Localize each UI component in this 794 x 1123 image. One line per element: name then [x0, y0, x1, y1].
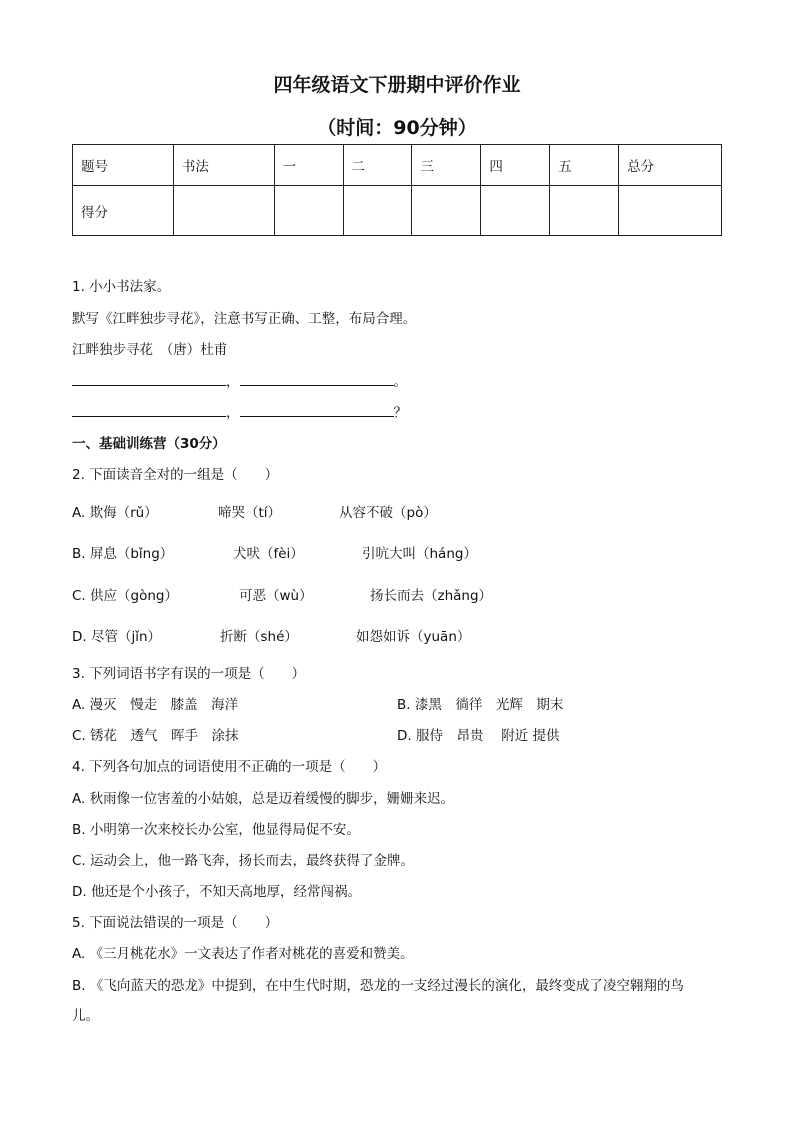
header-cell: 三	[412, 145, 481, 186]
q2-option-c-word: 可恶（wù）	[239, 588, 313, 604]
time-subtitle: （时间：90分钟）	[317, 117, 477, 139]
q3-option-a: A. 漫灭 慢走 膝盖 海洋	[72, 697, 239, 713]
q3-stem: 3. 下列词语书字有误的一项是（ ）	[72, 666, 306, 682]
score-cell[interactable]	[619, 186, 722, 236]
q2-option-b-word: 引吭大叫（háng）	[362, 546, 477, 562]
punct: 。	[393, 374, 407, 390]
q4-stem: 4. 下列各句加点的词语使用不正确的一项是（ ）	[72, 759, 387, 775]
q1-stem: 1. 小小书法家。	[72, 279, 171, 295]
q4-option-d: D. 他还是个小孩子，不知天高地厚，经常闯祸。	[72, 884, 361, 900]
q2-option-d-word: 折断（shé）	[220, 629, 298, 645]
q1-poem-title: 江畔独步寻花 （唐）杜甫	[72, 342, 228, 358]
score-table-header-row	[73, 145, 722, 186]
punct: ，	[226, 405, 240, 421]
header-cell: 总分	[619, 145, 722, 186]
score-cell[interactable]	[274, 186, 343, 236]
answer-blank[interactable]	[240, 404, 394, 417]
q3-option-c: C. 锈花 透气 晖手 涂抹	[72, 728, 239, 744]
score-row-label: 得分	[73, 186, 174, 236]
q2-option-b-word: 犬吠（fèi）	[233, 546, 304, 562]
header-cell: 书法	[173, 145, 274, 186]
q4-option-b: B. 小明第一次来校长办公室，他显得局促不安。	[72, 822, 360, 838]
q4-option-c: C. 运动会上，他一路飞奔，扬长而去，最终获得了金牌。	[72, 853, 415, 869]
q2-option-d: D. 尽管（jǐn）	[72, 629, 162, 645]
q1-answer-line-1	[72, 370, 407, 390]
answer-blank[interactable]	[240, 373, 394, 386]
q2-option-a-word: 从容不破（pò）	[339, 505, 437, 521]
section-heading: 一、基础训练营（30分）	[72, 436, 226, 452]
score-cell[interactable]	[481, 186, 550, 236]
score-cell[interactable]	[173, 186, 274, 236]
score-cell[interactable]	[550, 186, 619, 236]
q1-answer-line-2	[72, 401, 407, 421]
q2-option-c-word: 扬长而去（zhǎng）	[370, 588, 493, 604]
q5-option-b-line1: B. 《飞向蓝天的恐龙》中提到，在中生代时期，恐龙的一支经过漫长的演化，最终变成了凌空翱翔的鸟	[72, 978, 684, 994]
q3-option-d: D. 服侍 昂贵 附近 提供	[397, 728, 560, 744]
q3-option-b: B. 漆黑 徜徉 光辉 期末	[397, 697, 564, 713]
q5-option-a: A. 《三月桃花水》一文表达了作者对桃花的喜爱和赞美。	[72, 946, 414, 962]
punct: ？	[393, 405, 407, 421]
answer-blank[interactable]	[72, 373, 226, 386]
answer-blank[interactable]	[72, 404, 226, 417]
q2-option-b: B. 屏息（bǐng）	[72, 546, 174, 562]
q5-stem: 5. 下面说法错误的一项是（ ）	[72, 915, 279, 931]
score-cell[interactable]	[412, 186, 481, 236]
q5-option-b-line2: 儿。	[72, 1008, 99, 1024]
q4-option-a: A. 秋雨像一位害羞的小姑娘，总是迈着缓慢的脚步，姗姗来迟。	[72, 791, 455, 807]
score-table	[72, 144, 722, 236]
header-cell: 一	[274, 145, 343, 186]
q2-option-a: A. 欺侮（rǔ）	[72, 505, 158, 521]
header-cell: 二	[343, 145, 412, 186]
q2-option-c: C. 供应（gòng）	[72, 588, 178, 604]
header-cell: 五	[550, 145, 619, 186]
punct: ，	[226, 374, 240, 390]
q2-stem: 2. 下面读音全对的一组是（ ）	[72, 467, 279, 483]
page-title: 四年级语文下册期中评价作业	[273, 74, 521, 96]
q1-instruction: 默写《江畔独步寻花》，注意书写正确、工整，布局合理。	[72, 311, 417, 327]
q2-option-a-word: 啼哭（tí）	[218, 505, 282, 521]
score-table-score-row	[73, 186, 722, 236]
score-cell[interactable]	[343, 186, 412, 236]
header-cell: 四	[481, 145, 550, 186]
q2-option-d-word: 如怨如诉（yuān）	[356, 629, 471, 645]
header-cell: 题号	[73, 145, 174, 186]
